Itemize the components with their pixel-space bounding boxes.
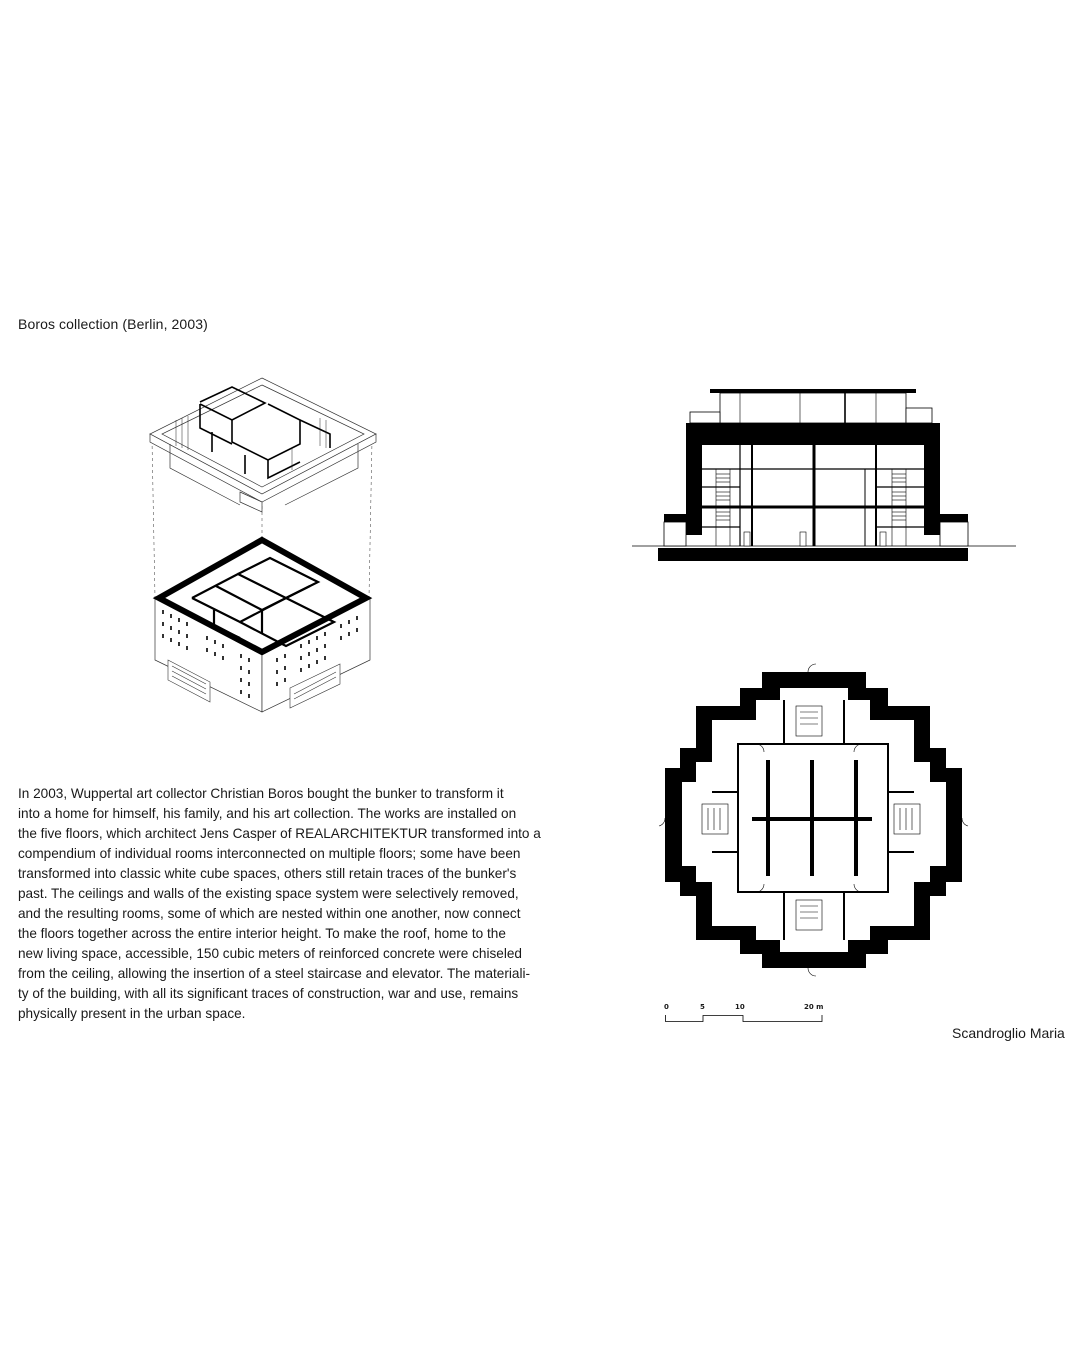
description-line: new living space, accessible, 150 cubic meters of reinforced concrete were chiseled (18, 946, 522, 961)
description-line: the five floors, which architect Jens Casper of REALARCHITEKTUR transformed into a (18, 826, 541, 841)
description-line: transformed into classic white cube spaces, others still retain traces of the bunker's (18, 866, 517, 881)
description-line: from the ceiling, allowing the insertion of a steel staircase and elevator. The materiali- (18, 966, 531, 981)
section-drawing (632, 384, 1022, 564)
section-svg (632, 384, 1022, 564)
scale-bar-graphic (665, 1015, 825, 1023)
description-line: compendium of individual rooms interconnected on multiple floors; some have been (18, 846, 521, 861)
axonometric-svg (145, 370, 385, 720)
floor-plan-svg (662, 664, 964, 970)
description-line: into a home for himself, his family, and his art collection. The works are installed on (18, 806, 517, 821)
roof-level (150, 378, 376, 512)
scale-bar (660, 1003, 840, 1025)
foundation (658, 548, 968, 561)
floor-plan-drawing (662, 664, 964, 970)
description-text (18, 784, 540, 1024)
description-line: physically present in the urban space. (18, 1006, 246, 1021)
scale-label-20: 20 m (804, 1003, 824, 1011)
description-line: and the resulting rooms, some of which are nested within one another, now connect (18, 906, 521, 921)
description-line: In 2003, Wuppertal art collector Christian Boros bought the bunker to transform it (18, 786, 504, 801)
bunker-block (155, 538, 370, 712)
description-line: the floors together across the entire interior height. To make the roof, home to the (18, 926, 506, 941)
author-credit: Scandroglio Maria (952, 1025, 1065, 1041)
scale-label-5: 5 (700, 1003, 705, 1011)
rooftop-pavilion (690, 389, 932, 423)
scale-label-0: 0 (664, 1003, 669, 1011)
central-walls (752, 760, 872, 876)
description-line: past. The ceilings and walls of the existing space system were selectively removed, (18, 886, 519, 901)
page-title: Boros collection (Berlin, 2003) (18, 316, 208, 332)
axonometric-drawing (145, 370, 385, 720)
description-line: ty of the building, with all its significant traces of construction, war and use, remains (18, 986, 519, 1001)
roof-slab (686, 423, 940, 445)
scale-label-10: 10 (735, 1003, 745, 1011)
section-floors (702, 445, 924, 546)
